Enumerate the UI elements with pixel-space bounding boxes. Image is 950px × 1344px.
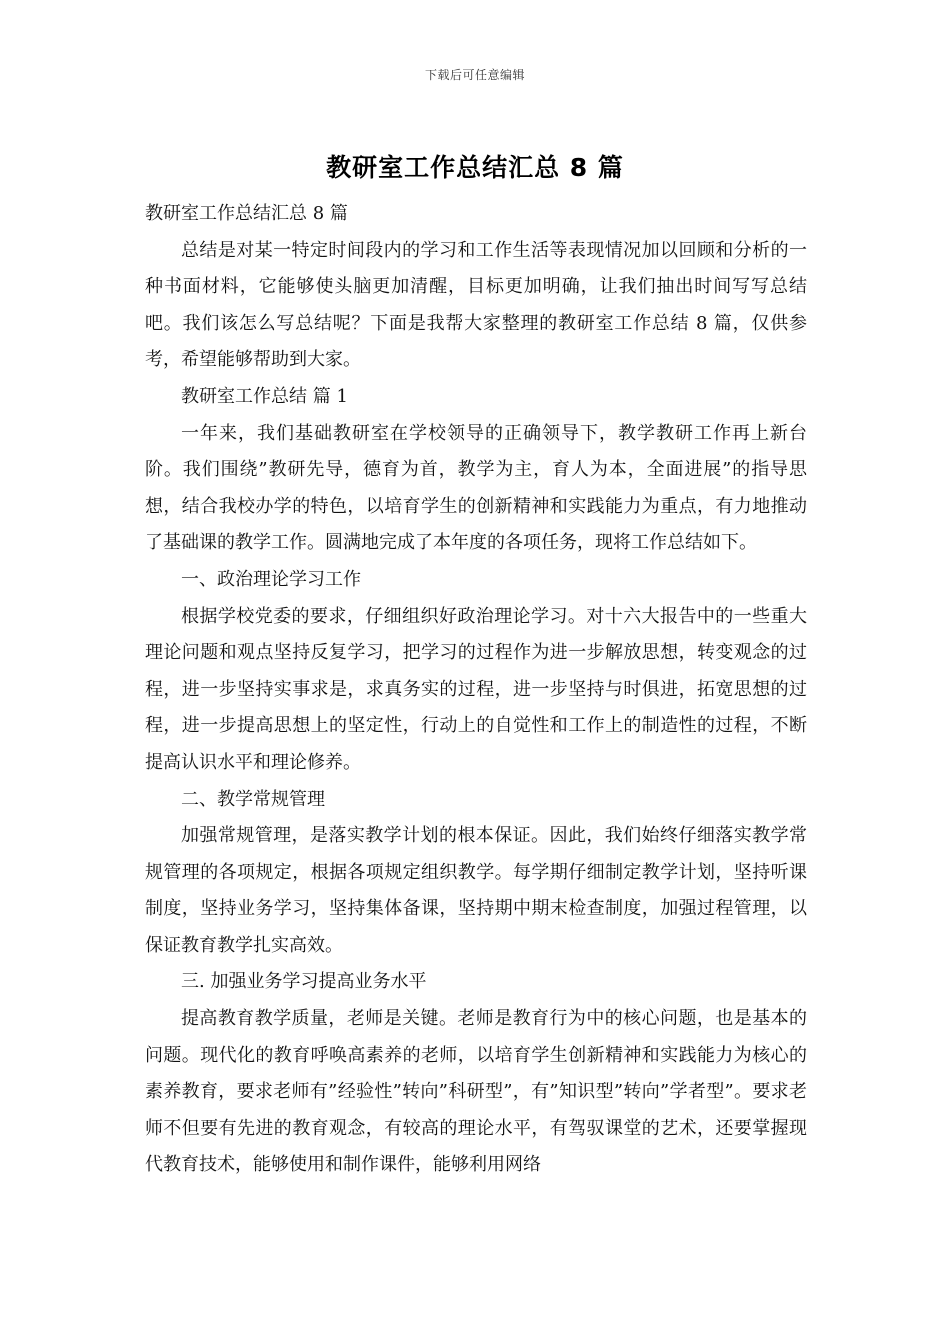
document-body [145, 196, 807, 1184]
section-heading-professional-study: 三. 加强业务学习提高业务水平 [181, 971, 427, 993]
header-note: 下载后可任意编辑 [424, 68, 525, 82]
subtitle-line: 教研室工作总结汇总 8 篇 [145, 203, 348, 224]
section-heading-political-study: 一、政治理论学习工作 [181, 568, 361, 590]
body-paragraph: 提高教育教学质量，老师是关键。老师是教育行为中的核心问题，也是基本的问题。现代化的教育呼唤高素养的老师，以培育学生创新精神和实践能力为核心的素养教育，要求老师有”经验性”转向”科研型”，有”知识型”转向”学者型”。要求老师不但要有先进的教育观念，有较高的理论水平，有驾驭课堂的艺术，还要掌握现代教育技术，能够使用和制作课件，能够利用网络 [145, 1008, 807, 1176]
body-paragraph: 加强常规管理，是落实教学计划的根本保证。因此，我们始终仔细落实教学常规管理的各项规定，根据各项规定组织教学。每学期仔细制定教学计划，坚持听课制度，坚持业务学习，坚持集体备课，坚持期中期末检查制度，加强过程管理，以保证教育教学扎实高效。 [145, 825, 807, 956]
section-heading-teaching-management: 二、教学常规管理 [181, 788, 325, 810]
document-title: 教研室工作总结汇总 8 篇 [326, 153, 624, 182]
section-heading-part-1: 教研室工作总结 篇 1 [181, 385, 348, 407]
body-paragraph: 根据学校党委的要求，仔细组织好政治理论学习。对十六大报告中的一些重大理论问题和观点坚持反复学习，把学习的过程作为进一步解放思想，转变观念的过程，进一步坚持实事求是，求真务实的过程，进一步坚持与时俱进，拓宽思想的过程，进一步提高思想上的坚定性，行动上的自觉性和工作上的制造性的过程，不断提高认识水平和理论修养。 [145, 605, 807, 773]
body-paragraph: 一年来，我们基础教研室在学校领导的正确领导下，教学教研工作再上新台阶。我们围绕”教研先导，德育为首，教学为主，育人为本，全面进展”的指导思想，结合我校办学的特色，以培育学生的创新精神和实践能力为重点，有力地推动了基础课的教学工作。圆满地完成了本年度的各项任务，现将工作总结如下。 [145, 422, 807, 554]
intro-paragraph: 总结是对某一特定时间段内的学习和工作生活等表现情况加以回顾和分析的一种书面材料，它能够使头脑更加清醒，目标更加明确，让我们抽出时间写写总结吧。我们该怎么写总结呢？下面是我帮大家整理的教研室工作总结 8 篇，仅供参考，希望能够帮助到大家。 [145, 239, 807, 371]
